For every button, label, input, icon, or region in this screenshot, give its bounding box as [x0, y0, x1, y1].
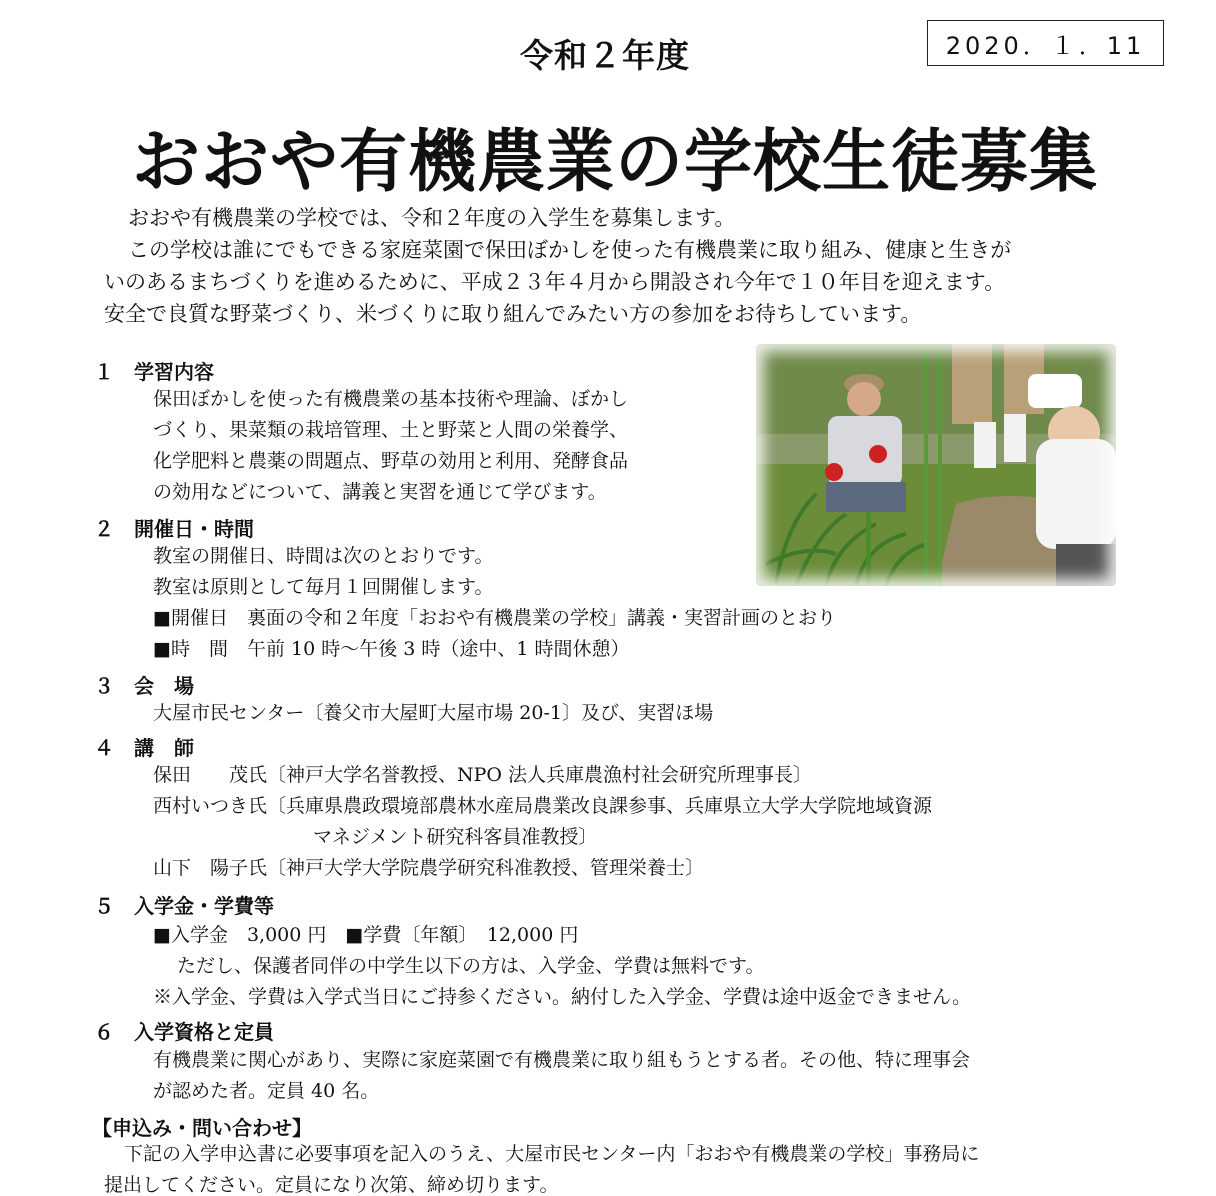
text-line: ■時 間 午前 10 時～午後 3 時（途中、1 時間休憩） — [153, 638, 630, 660]
text-line: 保田 茂氏〔神戸大学名誉教授、NPO 法人兵庫農漁村社会研究所理事長〕 — [153, 764, 813, 786]
text-line: 保田ぼかしを使った有機農業の基本技術や理論、ぼかし — [153, 388, 629, 410]
text-line: 有機農業に関心があり、実際に家庭菜園で有機農業に取り組もうとする者。その他、特に理事会 — [153, 1049, 971, 1071]
section-4-body — [153, 760, 932, 884]
section-2-body — [153, 541, 836, 665]
section-5-heading — [94, 890, 274, 919]
section-4-heading — [94, 732, 194, 761]
section-1-heading — [94, 356, 214, 385]
section-number: ３ — [94, 674, 114, 698]
text-line: 下記の入学申込書に必要事項を記入のうえ、大屋市民センター内「おおや有機農業の学校」事務局に — [124, 1143, 980, 1165]
section-5-body — [153, 920, 971, 1013]
section-6-body — [153, 1045, 970, 1107]
text-line: ※入学金、学費は入学式当日にご持参ください。納付した入学金、学費は途中返金できません。 — [153, 986, 972, 1008]
section-number: ６ — [94, 1020, 114, 1044]
section-number: ２ — [94, 517, 114, 541]
section-3-heading — [94, 670, 194, 699]
intro-line: おおや有機農業の学校では、令和２年度の入学生を募集します。 — [128, 206, 736, 230]
text-line: づくり、果菜類の栽培管理、土と野菜と人間の栄養学、 — [153, 419, 629, 441]
text-line: 教室は原則として毎月１回開催します。 — [153, 576, 494, 598]
intro-line: この学校は誰にでもできる家庭菜園で保田ぼかしを使った有機農業に取り組み、健康と生きが — [128, 238, 1012, 262]
section-title: 会 場 — [134, 674, 194, 698]
text-line: ■開催日 裏面の令和２年度「おおや有機農業の学校」講義・実習計画のとおり — [153, 607, 836, 629]
text-line: の効用などについて、講義と実習を通じて学びます。 — [153, 481, 607, 503]
section-title: 開催日・時間 — [134, 517, 254, 541]
text-line: 教室の開催日、時間は次のとおりです。 — [153, 545, 494, 567]
intro-line: いのあるまちづくりを進めるために、平成２３年４月から開設され今年で１０年目を迎えます。 — [104, 270, 1006, 294]
intro-line: 安全で良質な野菜づくり、米づくりに取り組んでみたい方の参加をお待ちしています。 — [104, 302, 922, 326]
application-heading: 【申込み・問い合わせ】 — [92, 1116, 312, 1140]
section-3-body — [153, 698, 713, 729]
section-title: 講 師 — [134, 736, 194, 760]
year-heading: 令和２年度 — [520, 36, 690, 75]
section-2-heading — [94, 513, 254, 542]
section-number: ５ — [94, 894, 114, 918]
section-1-body — [153, 384, 628, 508]
section-6-heading — [94, 1016, 274, 1045]
section-number: ４ — [94, 736, 114, 760]
text-line: ただし、保護者同伴の中学生以下の方は、入学金、学費は無料です。 — [177, 955, 765, 977]
page-title: おおや有機農業の学校生徒募集 — [131, 123, 1098, 202]
application-body — [104, 1139, 979, 1196]
text-line: マネジメント研究科客員准教授〕 — [313, 826, 598, 848]
section-title: 入学資格と定員 — [134, 1020, 274, 1044]
text-line: 化学肥料と農薬の問題点、野草の効用と利用、発酵食品 — [153, 450, 629, 472]
section-number: １ — [94, 360, 114, 384]
section-title: 入学金・学費等 — [134, 894, 274, 918]
text-line: 山下 陽子氏〔神戸大学大学院農学研究科准教授、管理栄養士〕 — [153, 857, 705, 879]
date-box — [927, 20, 1164, 66]
date-text: 2020．１．11 — [945, 31, 1146, 60]
text-line: 西村いつき氏〔兵庫県農政環境部農林水産局農業改良課参事、兵庫県立大学大学院地域資源 — [153, 795, 933, 817]
text-line: が認めた者。定員 40 名。 — [153, 1080, 380, 1102]
text-line: 大屋市民センター〔養父市大屋町大屋市場 20-1〕及び、実習ほ場 — [153, 702, 714, 724]
text-line: ■入学金 3,000 円 ■学費〔年額〕 12,000 円 — [153, 924, 579, 946]
intro-paragraph — [104, 202, 1114, 330]
text-line: 提出してください。定員になり次第、締め切ります。 — [104, 1174, 559, 1196]
section-title: 学習内容 — [134, 360, 214, 384]
